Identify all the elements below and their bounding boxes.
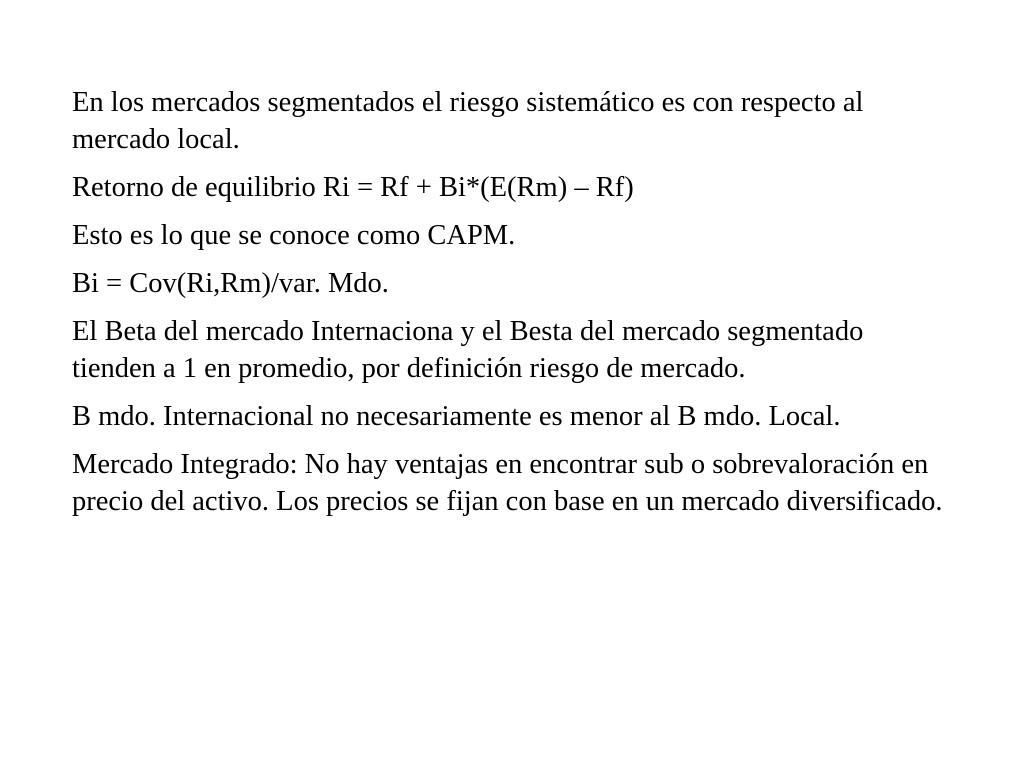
paragraph-international-beta: B mdo. Internacional no necesariamente es menor al B mdo. Local. (72, 401, 841, 432)
paragraph-segmented-markets: En los mercados segmentados el riesgo sistemático es con respecto al mercado local. (72, 87, 864, 155)
slide-body (72, 84, 952, 531)
paragraph-beta-average: El Beta del mercado Internaciona y el Besta del mercado segmentado tienden a 1 en promedio, por definición riesgo de mercado. (72, 316, 864, 384)
paragraph-capm: Esto es lo que se conoce como CAPM. (72, 220, 516, 251)
paragraph-integrated-market: Mercado Integrado: No hay ventajas en encontrar sub o sobrevaloración en precio del activo. Los precios se fijan con base en un mercado diversificado. (72, 449, 943, 517)
paragraph-beta-formula: Bi = Cov(Ri,Rm)/var. Mdo. (72, 268, 389, 299)
paragraph-equilibrium-return: Retorno de equilibrio Ri = Rf + Bi*(E(Rm) – Rf) (72, 172, 634, 203)
